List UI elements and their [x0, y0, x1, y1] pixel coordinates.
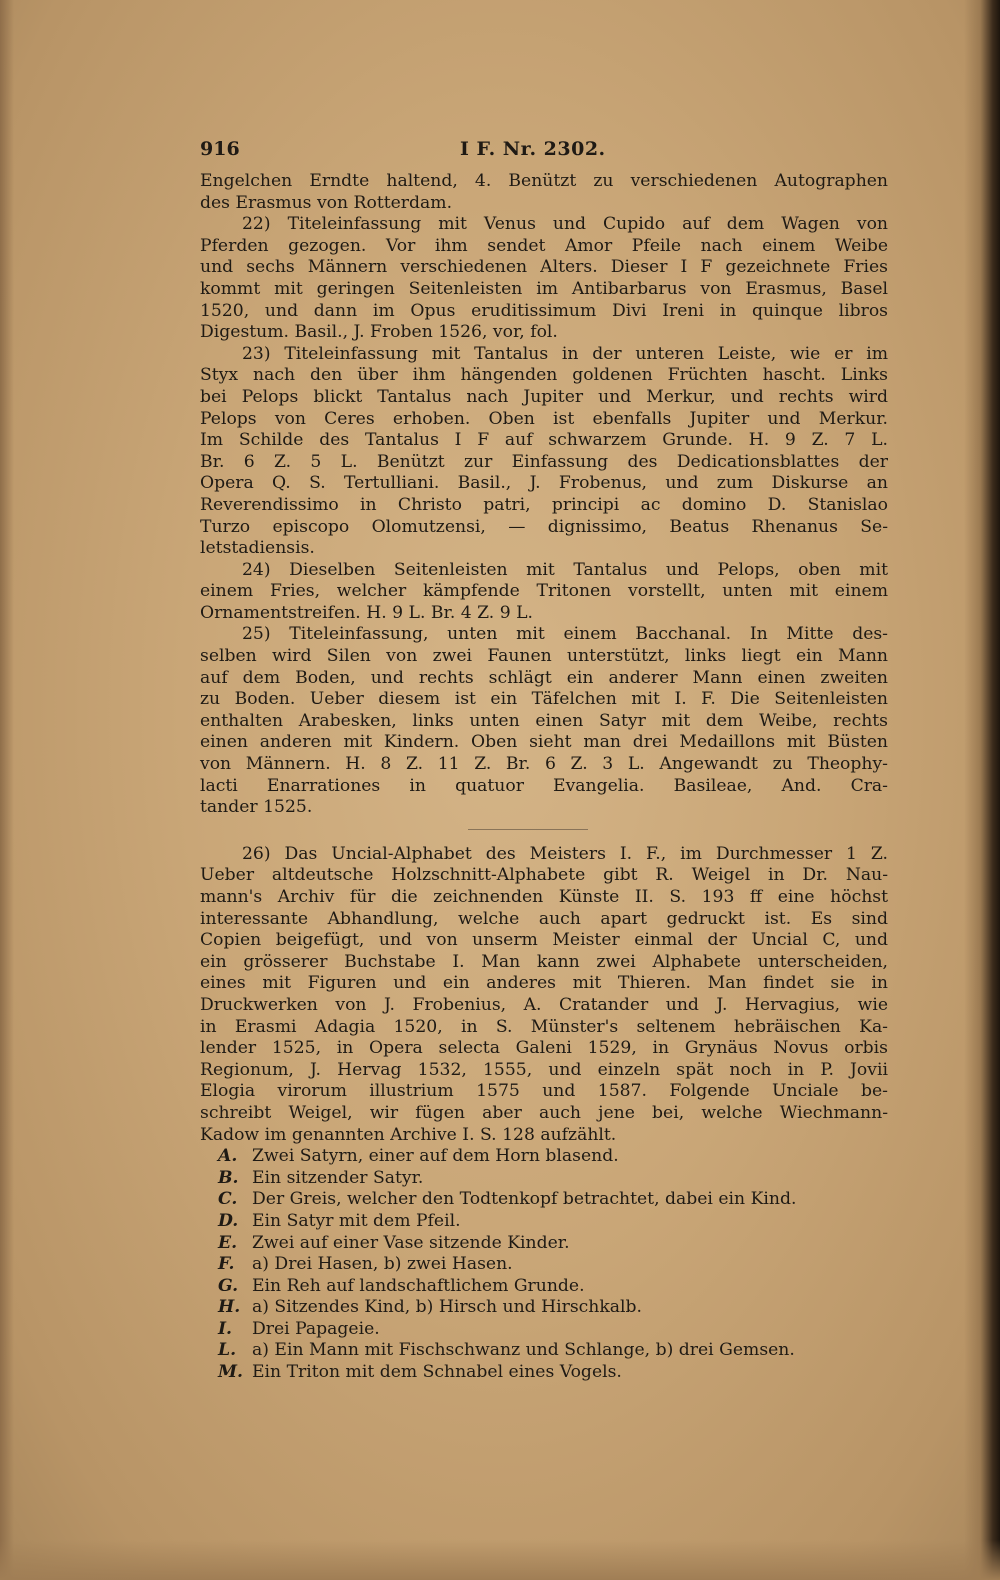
- list-item: [200, 1211, 888, 1233]
- page-edge-shadow-bottom: [0, 1540, 1000, 1580]
- list-item-letter: C.: [218, 1189, 238, 1210]
- text-line: Turzo episcopo Olomutzensi, — dignissimo, Beatus Rhenanus Se-: [200, 516, 888, 537]
- text-line: Reverendissimo in Christo patri, principi ac domino D. Stanislao: [200, 494, 888, 515]
- list-item-text: Ein Reh auf landschaftlichem Grunde.: [252, 1275, 585, 1296]
- list-item-letter: L.: [218, 1340, 237, 1361]
- text-line: Ornamentstreifen. H. 9 L. Br. 4 Z. 9 L.: [200, 602, 533, 623]
- list-item: [200, 1362, 888, 1384]
- text-line: einem Fries, welcher kämpfende Tritonen vorstellt, unten mit einem: [200, 581, 888, 602]
- alphabet-list: [200, 1146, 888, 1384]
- paragraph-continuation: [200, 171, 888, 214]
- page-edge-shadow-left: [0, 0, 14, 1580]
- list-item: [200, 1254, 888, 1276]
- text-line: Druckwerken von J. Frobenius, A. Cratander und J. Hervagius, wie: [200, 994, 888, 1015]
- list-item: [200, 1276, 888, 1298]
- text-line: letstadiensis.: [200, 538, 315, 559]
- text-line: ein grösserer Buchstabe I. Man kann zwei Alphabete unterscheiden,: [200, 951, 888, 972]
- text-line: 22) Titeleinfassung mit Venus und Cupido auf dem Wagen von: [242, 214, 888, 235]
- list-item-letter: F.: [218, 1254, 235, 1275]
- page-number: 916: [200, 138, 240, 160]
- text-line: 24) Dieselben Seitenleisten mit Tantalus und Pelops, oben mit: [242, 559, 888, 580]
- text-line: Pferden gezogen. Vor ihm sendet Amor Pfeile nach einem Weibe: [200, 235, 888, 256]
- list-item-text: a) Ein Mann mit Fischschwanz und Schlange, b) drei Gemsen.: [252, 1340, 795, 1361]
- list-item-text: a) Sitzendes Kind, b) Hirsch und Hirschkalb.: [252, 1297, 642, 1318]
- paragraph-25: [200, 624, 888, 818]
- list-item-text: Ein Triton mit dem Schnabel eines Vogels.: [252, 1362, 622, 1383]
- text-line: interessante Abhandlung, welche auch apart gedruckt ist. Es sind: [200, 908, 888, 929]
- text-line: lacti Enarrationes in quatuor Evangelia. Basileae, And. Cra-: [200, 775, 888, 796]
- list-item-text: Ein sitzender Satyr.: [252, 1167, 424, 1188]
- text-line: tander 1525.: [200, 797, 313, 818]
- list-item-letter: B.: [218, 1167, 239, 1188]
- text-line: des Erasmus von Rotterdam.: [200, 192, 453, 213]
- text-line: kommt mit geringen Seitenleisten im Antibarbarus von Erasmus, Basel: [200, 278, 888, 299]
- text-line: Opera Q. S. Tertulliani. Basil., J. Frobenus, und zum Diskurse an: [200, 473, 888, 494]
- list-item-letter: E.: [218, 1232, 238, 1253]
- list-item: [200, 1297, 888, 1319]
- running-header: [200, 139, 888, 171]
- list-item: [200, 1340, 888, 1362]
- text-line: 1520, und dann im Opus eruditissimum Divi Ireni in quinque libros: [200, 300, 888, 321]
- text-line: zu Boden. Ueber diesem ist ein Täfelchen mit I. F. Die Seitenleisten: [200, 689, 888, 710]
- list-item: [200, 1146, 888, 1168]
- list-item-text: Zwei Satyrn, einer auf dem Horn blasend.: [252, 1146, 619, 1167]
- text-line: Pelops von Ceres erhoben. Oben ist ebenfalls Jupiter und Merkur.: [200, 408, 888, 429]
- list-item-letter: I.: [218, 1318, 233, 1339]
- text-line: in Erasmi Adagia 1520, in S. Münster's seltenem hebräischen Ka-: [200, 1016, 888, 1037]
- text-line: schreibt Weigel, wir fügen aber auch jene bei, welche Wiechmann-: [200, 1102, 888, 1123]
- text-line: 23) Titeleinfassung mit Tantalus in der unteren Leiste, wie er im: [242, 343, 888, 364]
- text-line: 26) Das Uncial-Alphabet des Meisters I. F., im Durchmesser 1 Z.: [242, 843, 888, 864]
- page-text: [200, 139, 888, 1384]
- header-title: I F. Nr. 2302.: [460, 138, 606, 160]
- list-item-text: Ein Satyr mit dem Pfeil.: [252, 1210, 461, 1231]
- text-line: Copien beigefügt, und von unserm Meister einmal der Uncial C, und: [200, 930, 888, 951]
- list-item-letter: D.: [218, 1210, 239, 1231]
- text-line: Regionum, J. Hervag 1532, 1555, und einzeln spät noch in P. Jovii: [200, 1059, 888, 1080]
- list-item: [200, 1319, 888, 1341]
- list-item-letter: M.: [218, 1362, 244, 1383]
- text-line: Styx nach den über ihm hängenden goldenen Früchten hascht. Links: [200, 365, 888, 386]
- list-item-text: Zwei auf einer Vase sitzende Kinder.: [252, 1232, 570, 1253]
- list-item: [200, 1189, 888, 1211]
- paragraph-26: [200, 844, 888, 1146]
- text-line: Elogia virorum illustrium 1575 und 1587. Folgende Unciale be-: [200, 1081, 888, 1102]
- text-line: Ueber altdeutsche Holzschnitt-Alphabete gibt R. Weigel in Dr. Nau-: [200, 865, 888, 886]
- text-line: selben wird Silen von zwei Faunen unterstützt, links liegt ein Mann: [200, 646, 888, 667]
- list-item-letter: G.: [218, 1275, 239, 1296]
- list-item-letter: A.: [218, 1146, 238, 1167]
- text-line: mann's Archiv für die zeichnenden Künste II. S. 193 ff eine höchst: [200, 887, 888, 907]
- text-line: von Männern. H. 8 Z. 11 Z. Br. 6 Z. 3 L. Angewandt zu Theophy-: [200, 754, 888, 775]
- text-line: auf dem Boden, und rechts schlägt ein anderer Mann einen zweiten: [200, 667, 888, 688]
- page-edge-shadow-right: [964, 0, 1000, 1580]
- text-line: einen anderen mit Kindern. Oben sieht man drei Medaillons mit Büsten: [200, 732, 888, 753]
- text-line: lender 1525, in Opera selecta Galeni 1529, in Grynäus Novus orbis: [200, 1038, 888, 1059]
- text-line: bei Pelops blickt Tantalus nach Jupiter und Merkur, und rechts wird: [200, 386, 888, 407]
- list-item-text: Der Greis, welcher den Todtenkopf betrachtet, dabei ein Kind.: [252, 1189, 797, 1210]
- paragraph-22: [200, 214, 888, 344]
- list-item-text: Drei Papageie.: [252, 1318, 380, 1339]
- text-line: 25) Titeleinfassung, unten mit einem Bacchanal. In Mitte des-: [242, 624, 888, 645]
- text-line: Digestum. Basil., J. Froben 1526, vor, fol.: [200, 322, 558, 343]
- text-line: Kadow im genannten Archive I. S. 128 aufzählt.: [200, 1124, 617, 1145]
- list-item: [200, 1168, 888, 1190]
- list-item-letter: H.: [218, 1297, 241, 1318]
- section-divider: [468, 829, 588, 830]
- list-item: [200, 1233, 888, 1255]
- text-line: enthalten Arabesken, links unten einen Satyr mit dem Weibe, rechts: [200, 710, 888, 731]
- list-item-text: a) Drei Hasen, b) zwei Hasen.: [252, 1254, 513, 1275]
- paragraph-23: [200, 344, 888, 560]
- text-line: Br. 6 Z. 5 L. Benützt zur Einfassung des Dedicationsblattes der: [200, 451, 888, 472]
- text-line: Im Schilde des Tantalus I F auf schwarzem Grunde. H. 9 Z. 7 L.: [200, 430, 888, 451]
- paragraph-24: [200, 560, 888, 625]
- text-line: und sechs Männern verschiedenen Alters. Dieser I F gezeichnete Fries: [200, 257, 888, 278]
- text-line: Engelchen Erndte haltend, 4. Benützt zu verschiedenen Autographen: [200, 171, 888, 191]
- text-line: eines mit Figuren und ein anderes mit Thieren. Man findet sie in: [200, 973, 888, 994]
